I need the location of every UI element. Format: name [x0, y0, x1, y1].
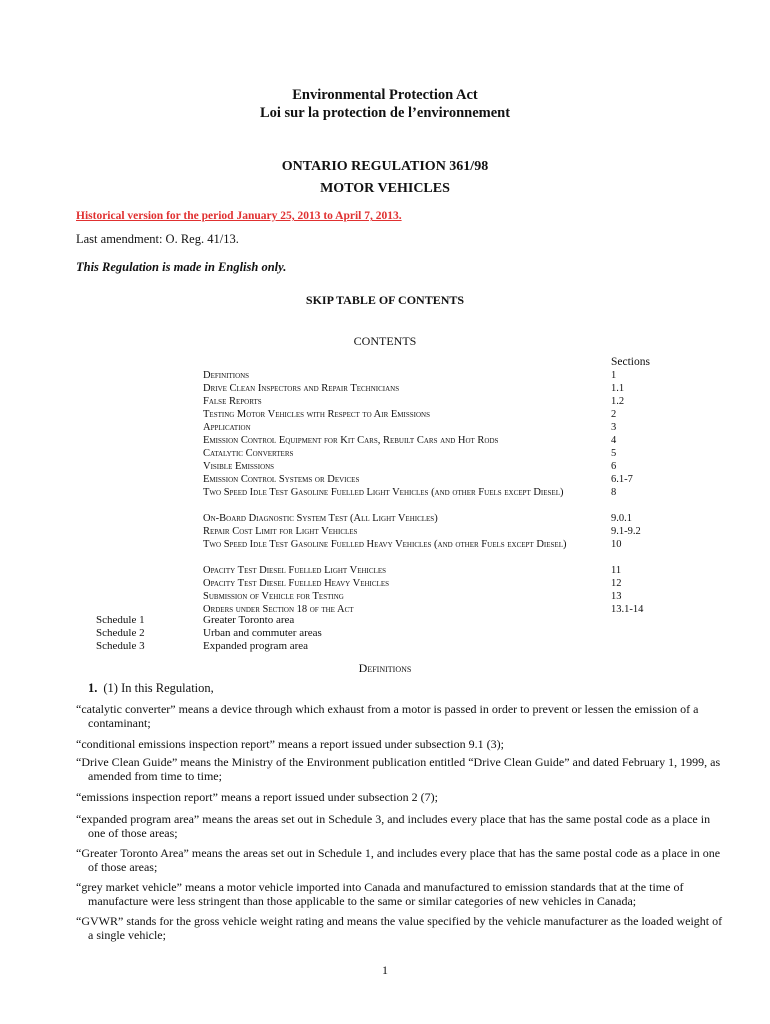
- definition-item: “Drive Clean Guide” means the Ministry of the Environment publication entitled “Drive Clean Guide” and dated February 1, 1999, as amended from time to time;: [76, 755, 721, 783]
- toc-entry-section: 4: [611, 435, 617, 446]
- toc-entry-title[interactable]: Orders under Section 18 of the Act: [203, 604, 354, 615]
- toc-entry-title[interactable]: Two Speed Idle Test Gasoline Fuelled Light Vehicles (and other Fuels except Diesel): [203, 487, 564, 498]
- definitions-heading: Definitions: [358, 661, 412, 675]
- definition-item: “emissions inspection report” means a report issued under subsection 2 (7);: [76, 790, 438, 804]
- toc-entry-title[interactable]: Two Speed Idle Test Gasoline Fuelled Heavy Vehicles (and other Fuels except Diesel): [203, 539, 567, 550]
- regulation-number: ONTARIO REGULATION 361/98: [281, 159, 489, 174]
- toc-entry-title[interactable]: Catalytic Converters: [203, 448, 294, 459]
- toc-entry-title[interactable]: Drive Clean Inspectors and Repair Technicians: [203, 383, 400, 394]
- page-number: 1: [382, 963, 388, 977]
- toc-entry-title[interactable]: Application: [203, 422, 251, 433]
- toc-entry-section: 10: [611, 539, 622, 550]
- last-amendment: Last amendment: O. Reg. 41/13.: [76, 232, 239, 246]
- act-title-en: Environmental Protection Act: [292, 87, 478, 103]
- skip-toc-link[interactable]: SKIP TABLE OF CONTENTS: [305, 293, 465, 307]
- definition-item: “conditional emissions inspection report” means a report issued under subsection 9.1 (3);: [76, 737, 504, 751]
- toc-entry-section: 5: [611, 448, 617, 459]
- toc-entry-title[interactable]: Submission of Vehicle for Testing: [203, 591, 344, 602]
- toc-entry-title[interactable]: Opacity Test Diesel Fuelled Heavy Vehicles: [203, 578, 389, 589]
- language-note: This Regulation is made in English only.: [76, 260, 287, 274]
- regulation-subject: MOTOR VEHICLES: [320, 181, 450, 196]
- schedule-title[interactable]: Expanded program area: [203, 640, 309, 652]
- historical-version-link[interactable]: Historical version for the period January 25, 2013 to April 7, 2013.: [76, 210, 402, 222]
- toc-heading: CONTENTS: [353, 334, 417, 348]
- toc-entry-title[interactable]: False Reports: [203, 396, 262, 407]
- toc-entry-title[interactable]: Emission Control Equipment for Kit Cars, Rebuilt Cars and Hot Rods: [203, 435, 499, 446]
- toc-entry-section: 8: [611, 487, 617, 498]
- toc-entry-title[interactable]: Opacity Test Diesel Fuelled Light Vehicles: [203, 565, 387, 576]
- toc-entry-title[interactable]: Visible Emissions: [203, 461, 275, 472]
- toc-entry-section: 13: [611, 591, 622, 602]
- schedule-label: Schedule 3: [96, 640, 145, 652]
- act-title-fr: Loi sur la protection de l’environnement: [259, 105, 511, 121]
- toc-entry-section: 2: [611, 409, 617, 420]
- schedule-label: Schedule 1: [96, 614, 145, 626]
- toc-entry-section: 1.2: [611, 396, 625, 407]
- toc-entry-section: 13.1-14: [611, 604, 644, 615]
- toc-entry-title[interactable]: On-Board Diagnostic System Test (All Light Vehicles): [203, 513, 438, 524]
- definition-item: “GVWR” stands for the gross vehicle weight rating and means the value specified by the vehicle manufacturer as the loaded weight of a single vehicle;: [76, 914, 723, 942]
- definition-item: “expanded program area” means the areas set out in Schedule 3, and includes every place that has the same postal code as a place in one of those areas;: [76, 812, 711, 840]
- toc-sections-label: Sections: [611, 356, 650, 368]
- definition-item: “grey market vehicle” means a motor vehicle imported into Canada and manufactured to emission standards that at the time of manufacture were less stringent than those applicable to the same or similar categories of new vehicles in Canada;: [76, 880, 684, 908]
- toc-entry-section: 9.1-9.2: [611, 526, 641, 537]
- toc-entry-title[interactable]: Repair Cost Limit for Light Vehicles: [203, 526, 358, 537]
- toc-entry-title[interactable]: Definitions: [203, 370, 250, 381]
- toc-entry-section: 1: [611, 370, 617, 381]
- section-intro-text: (1) In this Regulation,: [103, 681, 214, 695]
- schedule-title[interactable]: Urban and commuter areas: [203, 627, 322, 639]
- definition-item: “Greater Toronto Area” means the areas set out in Schedule 1, and includes every place that has the same postal code as a place in one of those areas;: [76, 846, 721, 874]
- toc-entry-section: 1.1: [611, 383, 625, 394]
- toc-entry-section: 12: [611, 578, 622, 589]
- toc-entry-title[interactable]: Testing Motor Vehicles with Respect to Air Emissions: [203, 409, 430, 420]
- section-1-intro: [88, 681, 214, 696]
- toc-entry-title[interactable]: Emission Control Systems or Devices: [203, 474, 360, 485]
- definition-item: “catalytic converter” means a device through which exhaust from a motor is passed in order to prevent or lessen the emission of a contaminant;: [76, 702, 699, 730]
- toc-entry-section: 6.1-7: [611, 474, 633, 485]
- schedule-label: Schedule 2: [96, 627, 145, 639]
- toc-entry-section: 6: [611, 461, 617, 472]
- toc-entry-section: 3: [611, 422, 617, 433]
- toc-entry-section: 11: [611, 565, 622, 576]
- schedule-title[interactable]: Greater Toronto area: [203, 614, 295, 626]
- section-number: 1.: [88, 681, 98, 695]
- toc-entry-section: 9.0.1: [611, 513, 632, 524]
